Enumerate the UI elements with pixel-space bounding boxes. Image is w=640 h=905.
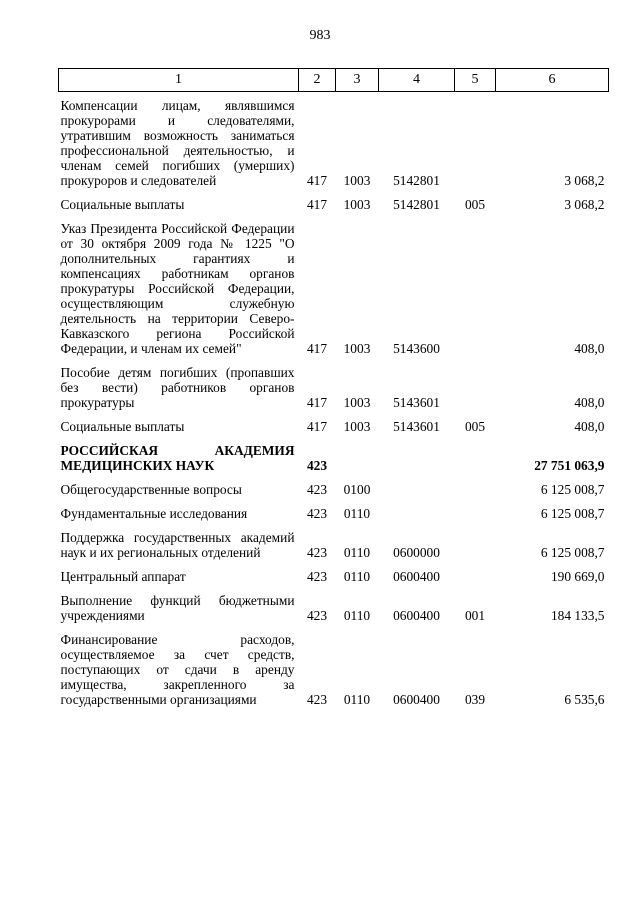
table-row <box>59 443 609 482</box>
row-target-code: 5142801 <box>393 173 440 188</box>
row-description: Пособие детям погибших (пропавших без вести) работников органов прокуратуры <box>60 365 295 410</box>
row-expense-type-code <box>455 569 496 593</box>
row-amount: 3 068,2 <box>564 173 605 188</box>
row-amount: 27 751 063,9 <box>534 458 605 473</box>
column-header-2: 2 <box>299 69 336 92</box>
table-row <box>59 197 609 221</box>
budget-table-container <box>58 68 608 716</box>
row-expense-type-code <box>455 365 496 419</box>
row-description: Финансирование расходов, осуществляемое за счет средств, поступающих от сдачи в аренду имущества, закрепленного за государственными организациями <box>60 632 295 707</box>
row-section-code: 0110 <box>343 692 371 707</box>
row-amount: 3 068,2 <box>564 197 605 212</box>
row-description: Социальные выплаты <box>60 419 185 434</box>
row-section-code: 1003 <box>343 341 371 356</box>
row-description: Выполнение функций бюджетными учреждениями <box>60 593 295 623</box>
row-expense-type-code: 005 <box>464 197 486 212</box>
table-row <box>59 593 609 632</box>
row-amount: 408,0 <box>574 395 605 410</box>
table-row <box>59 530 609 569</box>
row-expense-type-code <box>455 530 496 569</box>
row-target-code: 5143600 <box>393 341 440 356</box>
row-dept-code: 417 <box>306 341 328 356</box>
table-header-row <box>59 69 609 92</box>
table-row <box>59 365 609 419</box>
row-target-code: 5142801 <box>393 197 440 212</box>
row-section-code: 0110 <box>343 608 371 623</box>
row-dept-code: 417 <box>306 395 328 410</box>
row-target-code: 0600400 <box>393 569 440 584</box>
column-header-1: 1 <box>59 69 299 92</box>
table-body <box>59 92 609 717</box>
column-header-5: 5 <box>455 69 496 92</box>
row-section-code: 0100 <box>343 482 371 497</box>
row-section-code: 0110 <box>343 569 371 584</box>
row-expense-type-code <box>455 92 496 198</box>
row-dept-code: 417 <box>306 173 328 188</box>
table-row <box>59 482 609 506</box>
row-dept-code: 423 <box>306 569 328 584</box>
row-section-code: 1003 <box>343 395 371 410</box>
row-description: Центральный аппарат <box>60 569 186 584</box>
row-expense-type-code <box>455 506 496 530</box>
row-description: Социальные выплаты <box>60 197 185 212</box>
table-row <box>59 419 609 443</box>
row-expense-type-code: 001 <box>464 608 486 623</box>
table-row <box>59 632 609 716</box>
row-dept-code: 423 <box>306 482 328 497</box>
row-dept-code: 417 <box>306 419 328 434</box>
row-section-code: 0110 <box>343 506 371 521</box>
row-section-code: 1003 <box>343 197 371 212</box>
row-target-code: 0600400 <box>393 608 440 623</box>
row-amount: 6 535,6 <box>564 692 605 707</box>
row-target-code: 5143601 <box>393 395 440 410</box>
row-amount: 6 125 008,7 <box>540 482 605 497</box>
row-amount: 184 133,5 <box>550 608 605 623</box>
row-amount: 408,0 <box>574 341 605 356</box>
table-row <box>59 92 609 198</box>
column-header-3: 3 <box>336 69 379 92</box>
row-expense-type-code <box>455 221 496 365</box>
row-target-code: 5143601 <box>393 419 440 434</box>
row-dept-code: 423 <box>306 692 328 707</box>
page-number: 983 <box>309 28 331 43</box>
row-dept-code: 423 <box>306 506 328 521</box>
table-row <box>59 569 609 593</box>
row-expense-type-code <box>455 443 496 482</box>
row-description: Компенсации лицам, являвшимся прокурорами и следователями, утратившим возможность заниматься профессиональной деятельностью, и членам семей погибших (умерших) прокуроров и следователей <box>60 98 295 188</box>
row-target-code <box>379 482 455 506</box>
column-header-4: 4 <box>379 69 455 92</box>
row-target-code: 0600000 <box>393 545 440 560</box>
row-amount: 190 669,0 <box>550 569 605 584</box>
row-section-code: 1003 <box>343 173 371 188</box>
row-dept-code: 423 <box>306 458 328 473</box>
row-target-code: 0600400 <box>393 692 440 707</box>
row-description: Общегосударственные вопросы <box>60 482 242 497</box>
row-expense-type-code: 005 <box>464 419 486 434</box>
row-expense-type-code <box>455 482 496 506</box>
table-row <box>59 506 609 530</box>
row-amount: 408,0 <box>574 419 605 434</box>
row-dept-code: 423 <box>306 608 328 623</box>
table-row <box>59 221 609 365</box>
row-amount: 6 125 008,7 <box>540 506 605 521</box>
row-description: Фундаментальные исследования <box>60 506 248 521</box>
row-description: РОССИЙСКАЯ АКАДЕМИЯ МЕДИЦИНСКИХ НАУК <box>60 443 295 473</box>
row-target-code <box>379 506 455 530</box>
row-section-code: 1003 <box>343 419 371 434</box>
row-dept-code: 417 <box>306 197 328 212</box>
row-description: Поддержка государственных академий наук и их региональных отделений <box>60 530 295 560</box>
row-dept-code: 423 <box>306 545 328 560</box>
column-header-6: 6 <box>496 69 609 92</box>
row-section-code: 0110 <box>343 545 371 560</box>
row-amount: 6 125 008,7 <box>540 545 605 560</box>
row-expense-type-code: 039 <box>464 692 486 707</box>
budget-table <box>58 68 609 716</box>
row-target-code <box>379 443 455 482</box>
row-description: Указ Президента Российской Федерации от 30 октября 2009 года № 1225 "О дополнительных гарантиях и компенсациях работникам органов прокуратуры Российской Федерации, осуществляющим служебную деятельность на территории Северо-Кавказского региона Российской Федерации, и членам их семей" <box>60 221 295 356</box>
row-section-code <box>336 443 379 482</box>
